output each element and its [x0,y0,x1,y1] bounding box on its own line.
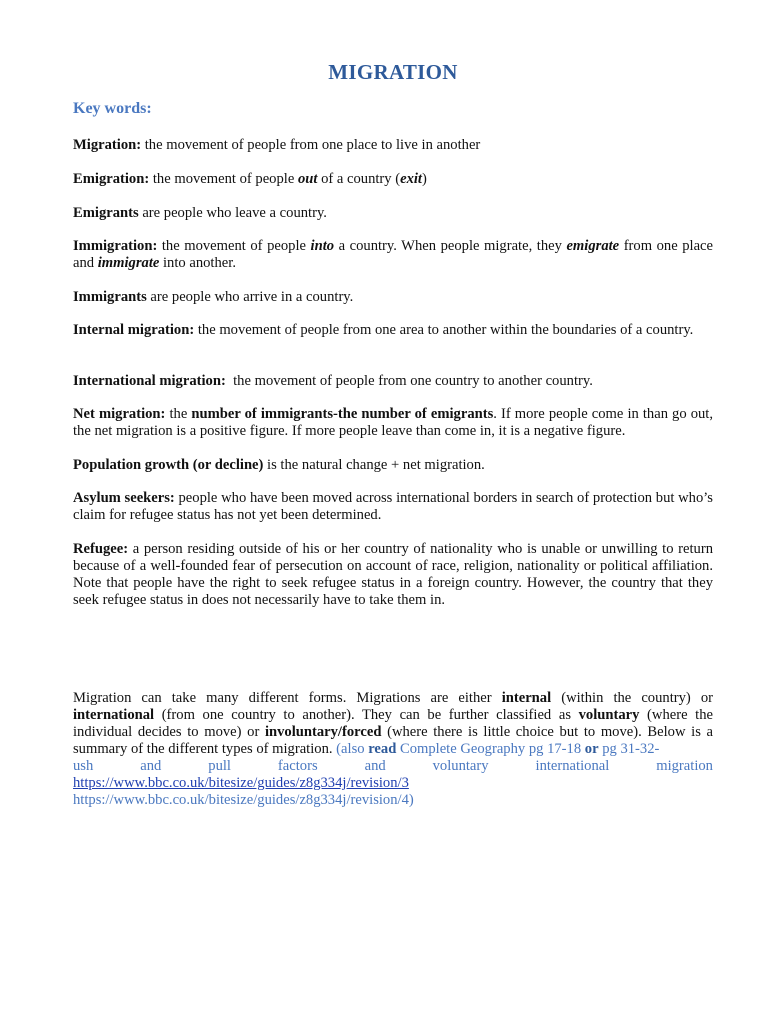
bbc-bitesize-link-1[interactable]: https://www.bbc.co.uk/bitesize/guides/z8g334j/revision/3 [73,775,409,791]
definition-emigrants: Emigrants are people who leave a country. [73,205,327,221]
definition-text: the movement of people from one place to live in another [141,137,481,153]
definition-net-migration: Net migration: the number of immigrants-the number of emigrants. If more people come in than go out, the net migration is a positive figure. If more people leave than come in, it is a negative figure. [73,406,713,439]
definition-international-migration: International migration: the movement of people from one country to another country. [73,373,593,389]
term-label: Internal migration: [73,322,195,338]
term-label: Asylum seekers: [73,490,175,506]
term-label: Emigration: [73,171,150,187]
definition-asylum-seekers: Asylum seekers: people who have been moved across international borders in search of protection but who’s claim for refugee status has not yet been determined. [73,490,713,523]
term-label: Immigration: [73,238,158,254]
keywords-heading: Key words: [73,100,152,117]
term-label: Population growth (or decline) [73,457,264,473]
term-label: International migration: [73,373,226,389]
term-label: Net migration: [73,406,166,422]
definition-emigration: Emigration: the movement of people out of a country (exit) [73,171,427,187]
page-title: MIGRATION [328,60,458,84]
definition-population-growth: Population growth (or decline) is the natural change + net migration. [73,457,485,473]
definition-immigration: Immigration: the movement of people into a country. When people migrate, they emigrate from one place and immigrate into another. [73,238,714,271]
term-label: Emigrants [73,205,139,221]
term-label: Refugee: [73,541,129,557]
migration-types-paragraph: Migration can take many different forms. Migrations are either internal (within the country) or international (from one country to another). They can be further classified as voluntary (where the individual decides to move) or involuntary/forced (where there is little choice but to move). Below is a summary of the different types of migration. (also read Complete Geography pg 17-18 or pg 31-32- ush and pull factors and voluntary international migration https://www.bbc.co.uk/bitesize/guides/z8g334j/revision/3 https://www.bbc.co.uk/bitesize/guides/z8g334j/revision/4) [73,690,713,808]
reference-topic-line: ush and pull factors and voluntary international migration [73,758,713,774]
definition-migration [73,137,713,154]
term-label: Immigrants [73,289,147,305]
definition-refugee: Refugee: a person residing outside of his or her country of nationality who is unable or unwilling to return because of a well-founded fear of persecution on account of race, religion, nationality or political affiliation. Note that people have the right to seek refugee status in a foreign country. However, the country that they seek refugee status in does not necessarily have to take them in. [73,541,713,608]
bbc-bitesize-link-2[interactable]: https://www.bbc.co.uk/bitesize/guides/z8g334j/revision/4) [73,792,414,808]
term-label: Migration: [73,137,142,153]
definition-internal-migration: Internal migration: the movement of people from one area to another within the boundaries of a country. [73,322,694,338]
definition-immigrants: Immigrants are people who arrive in a country. [73,289,354,305]
reference-note: (also read Complete Geography pg 17-18 or pg 31-32- [336,741,660,757]
